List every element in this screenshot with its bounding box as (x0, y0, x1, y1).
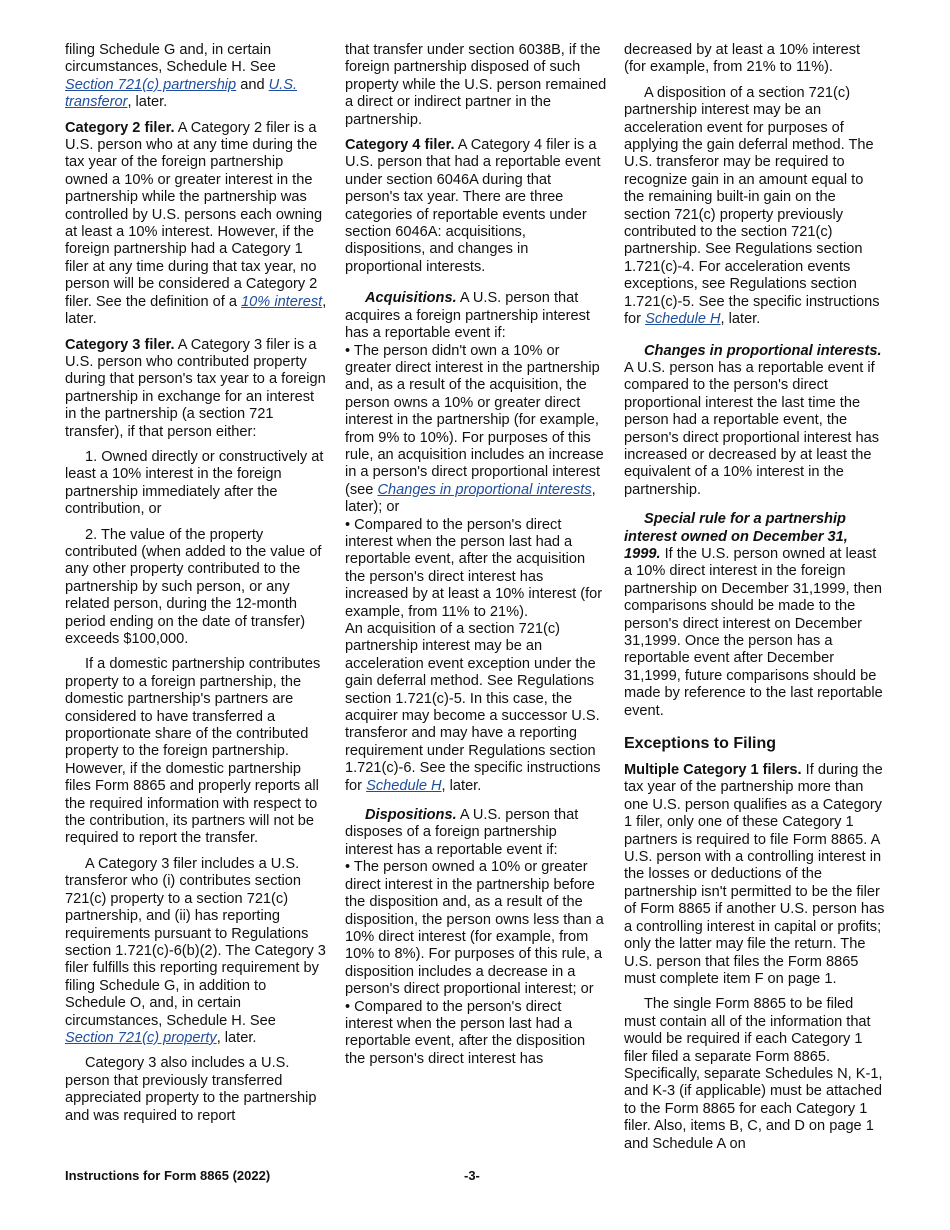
page-number: -3- (464, 1168, 480, 1183)
footer-form-title: Instructions for Form 8865 (2022) (65, 1168, 271, 1183)
category-4-heading: Category 4 filer. (345, 137, 455, 154)
section-heading: Exceptions to Filing (624, 735, 777, 753)
acquisitions-heading: Acquisitions. (365, 290, 457, 307)
column-1 (65, 42, 327, 1125)
paragraph: An acquisition of a section 721(c) partnership interest may be an acceleration event exception under the gain deferral method. See Regulations section 1.721(c)-5. In this case, the acquirer may become a successor U.S. transferor and may have a reporting requirement under Regulations section 1.721(c)-6. See the specific instructions for Schedule H, later. (345, 621, 601, 794)
category-3-heading: Category 3 filer. (65, 336, 175, 353)
changes-paragraph: Changes in proportional interests. A U.S. person has a reportable event if compared to the person's direct proportional interest the last time the person had a reportable event, the person's direct proportional interest has increased or decreased by at least the equivalent of a 10% interest in the partnership. (624, 342, 882, 498)
column-2 (345, 42, 607, 1068)
list-item: • The person didn't own a 10% or greater direct interest in the partnership and, as a result of the acquisition, the person owns a 10% or greater direct interest in the partnership (for example, from 9% to 10%). For purposes of this rule, an acquisition includes an increase in a person's direct proportional interest (see Changes in proportional interests, later); or (345, 342, 604, 516)
multiple-category-1-paragraph: Multiple Category 1 filers. If during the tax year of the partnership more than one U.S. person qualifies as a Category 1 filer, only one of these Category 1 partners is required to file Form 8865. A U.S. person with a controlling interest in the losses or deductions of the partnership isn't permitted to be the filer of Form 8865 if another U.S. person has a controlling interest in capital or profits; only the latter may file the return. The U.S. person that files the Form 8865 must complete item F on page 1. (624, 762, 885, 987)
link-schedule-h[interactable]: Schedule H (645, 311, 721, 328)
bullet-icon: • (345, 859, 351, 876)
dispositions-paragraph: Dispositions. A U.S. person that disposes of a foreign partnership interest has a reportable event if: (345, 807, 579, 858)
paragraph: If a domestic partnership contributes property to a foreign partnership, the domestic partnership's partners are considered to have transferred a proportionate share of the contributed property to the foreign partnership. However, if the domestic partnership files Form 8865 and properly reports all the required information with respect to the contribution, its partners will not be required to report the transfer. (65, 656, 321, 847)
dispositions-heading: Dispositions. (365, 807, 457, 824)
bullet-icon: • (345, 516, 351, 533)
link-schedule-h[interactable]: Schedule H (366, 777, 442, 794)
special-rule-heading: Special rule for a partnership interest owned on December 31, 1999. (624, 511, 848, 562)
acquisitions-paragraph: Acquisitions. A U.S. person that acquires a foreign partnership interest has a reportable event if: (345, 290, 590, 342)
numbered-item-1: 1. Owned directly or constructively at least a 10% interest in the foreign partnership immediately after the contribution, or (65, 448, 324, 518)
category-4-paragraph: Category 4 filer. A Category 4 filer is a U.S. person that had a reportable event under section 6046A during that person's tax year. There are three categories of reportable events under section 6046A: acquisitions, dispositions, and changes in proportional interests. (345, 137, 601, 275)
column-3 (624, 42, 886, 1153)
multiple-category-1-heading: Multiple Category 1 filers. (624, 762, 802, 779)
link-changes-in-proportional-interests[interactable]: Changes in proportional interests (377, 481, 592, 498)
link-10-percent-interest[interactable]: 10% interest (241, 293, 323, 310)
paragraph: The single Form 8865 to be filed must contain all of the information that would be required if each Category 1 filer filed a separate Form 8865. Specifically, separate Schedules N, K-1, and K-3 (if applicable) must be attached to the Form 8865 for each Category 1 filer. Also, items B, C, and D on page 1 and Schedule A on (624, 996, 883, 1152)
list-item: • Compared to the person's direct interest when the person last had a reportable event, after the disposition the person's direct interest has (345, 998, 586, 1067)
category-3-paragraph: Category 3 filer. A Category 3 filer is a U.S. person who contributed property during that person's tax year to a foreign partnership in exchange for an interest in the partnership (a section 721 transfer), if that person either: (65, 336, 326, 440)
category-2-heading: Category 2 filer. (65, 119, 175, 136)
link-section-721c-property[interactable]: Section 721(c) property (65, 1029, 217, 1046)
link-section-721c-partnership[interactable]: Section 721(c) partnership (65, 76, 237, 93)
paragraph: decreased by at least a 10% interest (for example, from 21% to 11%). (624, 42, 861, 76)
link-us-transferor[interactable]: U.S. transferor (65, 76, 298, 111)
bullet-icon: • (345, 342, 351, 359)
paragraph: Category 3 also includes a U.S. person that previously transferred appreciated property to the partnership and was required to report (65, 1055, 317, 1124)
paragraph: A disposition of a section 721(c) partnership interest may be an acceleration event for purposes of applying the gain deferral method. The U.S. transferor may be required to recognize gain in an amount equal to the remaining built-in gain on the section 721(c) property previously contributed to the section 721(c) partnership. See Regulations section 1.721(c)-4. For acceleration events exceptions, see Regulations section 1.721(c)-5. See the specific instructions for Schedule H, later. (624, 84, 880, 328)
bullet-icon: • (345, 998, 351, 1015)
list-item: • Compared to the person's direct interest when the person last had a reportable event, after the acquisition the person's direct interest has increased by at least a 10% interest (for example, from 11% to 21%). (345, 516, 603, 620)
special-rule-paragraph: Special rule for a partnership interest owned on December 31, 1999. If the U.S. person owned at least a 10% direct interest in the foreign partnership on December 31,1999, then comparisons should be made to the person's direct interest on December 31,1999. Once the person has a reportable event after December 31,1999, future comparisons should be made by reference to the last reportable event. (624, 511, 883, 719)
category-2-paragraph: Category 2 filer. A Category 2 filer is a U.S. person who at any time during the tax year of the foreign partnership owned a 10% or greater interest in the partnership while the partnership was controlled by U.S. persons each owning at least a 10% interest. However, if the foreign partnership had a Category 1 filer at any time during that tax year, no person will be considered a Category 2 filer. See the definition of a 10% interest, later. (65, 119, 327, 328)
changes-heading: Changes in proportional interests. (644, 342, 882, 359)
paragraph: filing Schedule G and, in certain circumstances, Schedule H. See Section 721(c) partnership and U.S. transferor, later. (65, 42, 298, 111)
paragraph: that transfer under section 6038B, if the foreign partnership disposed of such property while the U.S. person remained a direct or indirect partner in the partnership. (345, 42, 607, 128)
numbered-item-2: 2. The value of the property contributed (when added to the value of any other property contributed to the partnership by such person, or any related person, during the 12-month period ending on the date of transfer) exceeds $100,000. (65, 526, 322, 647)
list-item: • The person owned a 10% or greater direct interest in the partnership before the disposition and, as a result of the disposition, the person owns less than a 10% direct interest (for example, from 10% to 8%). For purposes of this rule, a disposition includes a decrease in a person's direct proportional interest; or (345, 859, 604, 998)
paragraph: A Category 3 filer includes a U.S. transferor who (i) contributes section 721(c) property to a section 721(c) partnership, and (ii) has reporting requirements pursuant to Regulations section 1.721(c)-6(b)(2). The Category 3 filer fulfills this reporting requirement by filing Schedule G, in addition to Schedule O, and, in certain circumstances, Schedule H. See Section 721(c) property, later. (65, 855, 326, 1046)
